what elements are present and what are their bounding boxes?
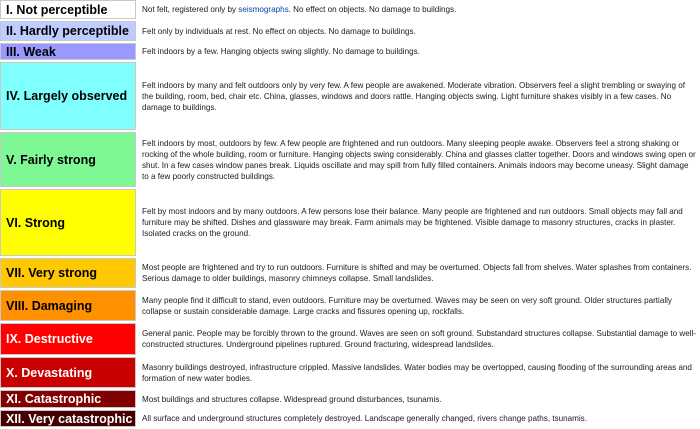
intensity-row-12 [0,410,700,427]
intensity-label: X. Devastating [0,357,136,388]
intensity-description: Felt only by individuals at rest. No effect on objects. No damage to buildings. [142,26,416,36]
intensity-label: VI. Strong [0,189,136,256]
intensity-label: III. Weak [0,43,136,60]
intensity-description: All surface and underground structures completely destroyed. Landscape generally changed, rivers change paths, tsunamis. [142,414,587,423]
intensity-row-3 [0,43,700,60]
intensity-description: Most people are frightened and try to run outdoors. Furniture is shifted and may be overturned. Objects fall from shelves. Water splashes from containers. Serious damage to older buildings, masonry chimneys collapse. Small landslides. [142,263,692,283]
intensity-label: VII. Very strong [0,258,136,288]
intensity-row-9 [0,323,700,355]
intensity-label: I. Not perceptible [0,0,136,19]
intensity-description: Most buildings and structures collapse. Widespread ground disturbances, tsunamis. [142,394,442,404]
intensity-row-10 [0,357,700,388]
intensity-label: XI. Catastrophic [0,390,136,408]
intensity-label: VIII. Damaging [0,290,136,321]
intensity-label: IV. Largely observed [0,62,136,130]
seismographs-link[interactable]: seismographs [238,5,289,14]
intensity-row-2 [0,21,700,41]
intensity-row-8 [0,290,700,321]
intensity-description: Felt by most indoors and by many outdoors. A few persons lose their balance. Many people are frightened and run outdoors. Small objects may fall and furniture may be shifted. Dishes and glassware may break. Farm animals may be frightened. Visible damage to masonry structures, cracks in plaster. Isolated cracks on the ground. [142,207,683,238]
intensity-description: Felt indoors by a few. Hanging objects swing slightly. No damage to buildings. [142,47,420,56]
intensity-label: II. Hardly perceptible [0,21,136,41]
intensity-description: General panic. People may be forcibly thrown to the ground. Waves are seen on soft ground. Substandard structures collapse. Substantial damage to well-constructed structures. Underground pipelines ruptured. Ground fracturing, widespread landslides. [142,329,696,349]
intensity-description: Felt indoors by many and felt outdoors only by very few. A few people are awakened. Moderate vibration. Observers feel a slight trembling or swaying of the building, room, bed, chair etc. China, glasses, windows and doors rattle. Hanging objects swing. Light furniture shakes visibly in a few cases. No damage to buildings. [142,80,686,112]
intensity-row-5 [0,132,700,187]
intensity-description: Masonry buildings destroyed, infrastructure crippled. Massive landslides. Water bodies may be overtopped, causing flooding of the surrounding areas and formation of new water bodies. [142,362,692,383]
intensity-label: V. Fairly strong [0,132,136,187]
intensity-row-4 [0,62,700,130]
intensity-row-1 [0,0,700,19]
intensity-row-6 [0,189,700,256]
intensity-label: XII. Very catastrophic [0,410,136,427]
intensity-description: Felt indoors by most, outdoors by few. A few people are frightened and run outdoors. Many sleeping people awake. Observers feel a strong shaking or rocking of the whole building, room or furniture. Hanging objects swing considerably. China and glasses clatter together. Doors and windows swing open or shut. In a few cases window panes break. Liquids oscillate and may spill from fully filled containers. Animals indoors may become uneasy. Slight damage to a few poorly constructed buildings. [142,138,696,181]
intensity-description: Not felt, registered only by seismographs. No effect on objects. No damage to buildings. [142,5,457,14]
intensity-row-7 [0,258,700,288]
intensity-label: IX. Destructive [0,323,136,355]
intensity-row-11 [0,390,700,408]
intensity-description: Many people find it difficult to stand, even outdoors. Furniture may be overturned. Waves may be seen on very soft ground. Older structures partially collapse or sustain considerable damage. Large cracks and fissures opening up, rockfalls. [142,295,672,316]
